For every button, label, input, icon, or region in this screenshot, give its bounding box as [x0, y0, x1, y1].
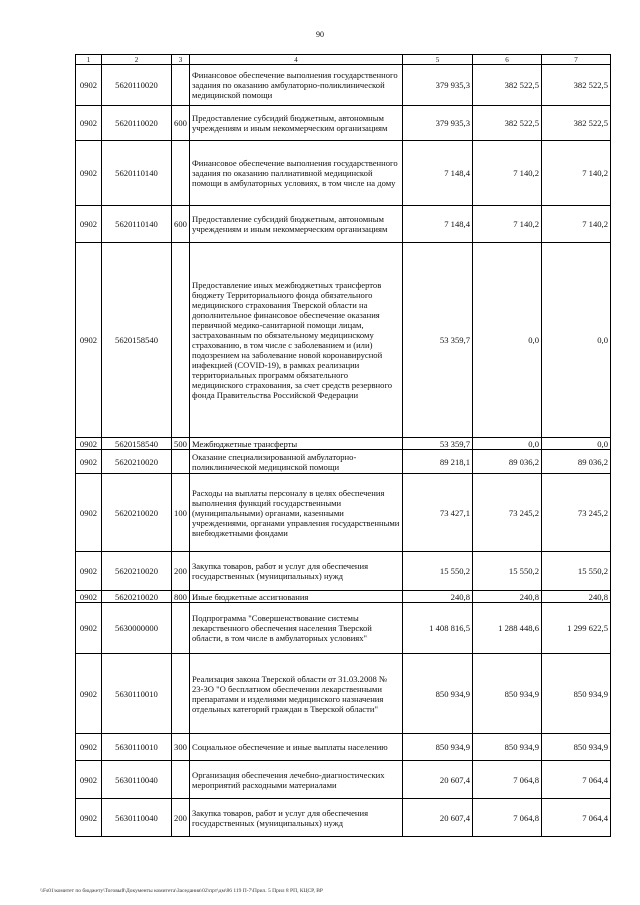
value-col5: 240,8 [403, 591, 473, 603]
description-cell: Межбюджетные трансферты [190, 438, 403, 450]
type-cell: 300 [172, 734, 190, 761]
section-cell: 0902 [76, 799, 102, 837]
code-cell: 5620210020 [102, 450, 172, 474]
type-cell: 600 [172, 206, 190, 243]
section-cell: 0902 [76, 474, 102, 552]
description-cell: Предоставление субсидий бюджетным, автономным учреждениям и иным некоммерческим организациям [190, 106, 403, 141]
table-row [76, 761, 611, 799]
code-cell: 5620110140 [102, 206, 172, 243]
description-cell: Реализация закона Тверской области от 31.03.2008 № 23-ЗО "О бесплатном обеспечении лекарственными препаратами и изделиями медицинского назначения отдельных категорий граждан в Тверской области" [190, 654, 403, 734]
type-cell [172, 65, 190, 106]
value-col6: 0,0 [473, 438, 542, 450]
description-cell: Расходы на выплаты персоналу в целях обеспечения выполнения функций государственными (муниципальными) органами, казенными учреждениями, органами управления государственными внебюджетными фондами [190, 474, 403, 552]
type-cell: 800 [172, 591, 190, 603]
value-col7: 7 140,2 [542, 141, 611, 206]
value-col5: 850 934,9 [403, 734, 473, 761]
code-cell: 5630110040 [102, 799, 172, 837]
col-header: 6 [473, 55, 542, 65]
table-row [76, 106, 611, 141]
value-col6: 850 934,9 [473, 734, 542, 761]
value-col7: 382 522,5 [542, 65, 611, 106]
col-header: 5 [403, 55, 473, 65]
value-col7: 7 140,2 [542, 206, 611, 243]
value-col7: 0,0 [542, 243, 611, 438]
table-row [76, 65, 611, 106]
value-col5: 1 408 816,5 [403, 603, 473, 654]
type-cell [172, 654, 190, 734]
table-row [76, 243, 611, 438]
section-cell: 0902 [76, 734, 102, 761]
col-header: 2 [102, 55, 172, 65]
code-cell: 5630110010 [102, 734, 172, 761]
table-row [76, 552, 611, 591]
type-cell [172, 141, 190, 206]
type-cell [172, 450, 190, 474]
section-cell: 0902 [76, 141, 102, 206]
section-cell: 0902 [76, 450, 102, 474]
value-col7: 382 522,5 [542, 106, 611, 141]
value-col5: 20 607,4 [403, 761, 473, 799]
section-cell: 0902 [76, 206, 102, 243]
value-col6: 15 550,2 [473, 552, 542, 591]
value-col6: 7 064,8 [473, 761, 542, 799]
value-col6: 7 140,2 [473, 141, 542, 206]
value-col5: 379 935,3 [403, 65, 473, 106]
code-cell: 5620210020 [102, 591, 172, 603]
value-col7: 73 245,2 [542, 474, 611, 552]
type-cell: 200 [172, 552, 190, 591]
value-col6: 73 245,2 [473, 474, 542, 552]
value-col7: 1 299 622,5 [542, 603, 611, 654]
description-cell: Подпрограмма "Совершенствование системы лекарственного обеспечения населения Тверской области, в том числе в амбулаторных условиях" [190, 603, 403, 654]
value-col6: 850 934,9 [473, 654, 542, 734]
type-cell: 500 [172, 438, 190, 450]
code-cell: 5620110020 [102, 106, 172, 141]
value-col6: 240,8 [473, 591, 542, 603]
description-cell: Предоставление иных межбюджетных трансфертов бюджету Территориального фонда обязательного медицинского страхования Тверской области на дополнительное финансовое обеспечение оказания первичной медико-санитарной помощи лицам, застрахованным по обязательному медицинскому страхованию, в том числе с заболеванием и (или) подозрением на заболевание новой коронавирусной инфекцией (COVID-19), в рамках реализации территориальных программ обязательного медицинского страхования, за счет средств резервного фонда Правительства Российской Федерации [190, 243, 403, 438]
section-cell: 0902 [76, 106, 102, 141]
table-row [76, 474, 611, 552]
type-cell: 200 [172, 799, 190, 837]
type-cell: 600 [172, 106, 190, 141]
value-col7: 240,8 [542, 591, 611, 603]
table-row [76, 734, 611, 761]
code-cell: 5620158540 [102, 438, 172, 450]
col-header: 1 [76, 55, 102, 65]
code-cell: 5630110010 [102, 654, 172, 734]
description-cell: Закупка товаров, работ и услуг для обеспечения государственных (муниципальных) нужд [190, 799, 403, 837]
value-col7: 0,0 [542, 438, 611, 450]
col-header: 3 [172, 55, 190, 65]
type-cell [172, 603, 190, 654]
section-cell: 0902 [76, 761, 102, 799]
value-col6: 1 288 448,6 [473, 603, 542, 654]
table-row [76, 799, 611, 837]
value-col6: 0,0 [473, 243, 542, 438]
col-header: 7 [542, 55, 611, 65]
table-row [76, 654, 611, 734]
section-cell: 0902 [76, 591, 102, 603]
value-col7: 89 036,2 [542, 450, 611, 474]
value-col5: 7 148,4 [403, 206, 473, 243]
value-col5: 7 148,4 [403, 141, 473, 206]
type-cell: 100 [172, 474, 190, 552]
description-cell: Финансовое обеспечение выполнения государственного задания по оказанию паллиативной медицинской помощи в амбулаторных условиях, в том числе на дому [190, 141, 403, 206]
description-cell: Оказание специализированной амбулаторно-поликлинической медицинской помощи [190, 450, 403, 474]
section-cell: 0902 [76, 65, 102, 106]
value-col6: 7 140,2 [473, 206, 542, 243]
value-col5: 53 359,7 [403, 438, 473, 450]
section-cell: 0902 [76, 654, 102, 734]
section-cell: 0902 [76, 243, 102, 438]
table-row [76, 591, 611, 603]
description-cell: Финансовое обеспечение выполнения государственного задания по оказанию амбулаторно-поликлинической медицинской помощи [190, 65, 403, 106]
value-col6: 7 064,8 [473, 799, 542, 837]
table-row [76, 603, 611, 654]
description-cell: Организация обеспечения лечебно-диагностических мероприятий расходными материалами [190, 761, 403, 799]
value-col7: 7 064,4 [542, 761, 611, 799]
table-row [76, 141, 611, 206]
value-col5: 20 607,4 [403, 799, 473, 837]
value-col6: 382 522,5 [473, 65, 542, 106]
col-header: 4 [190, 55, 403, 65]
table-row [76, 450, 611, 474]
code-cell: 5620110020 [102, 65, 172, 106]
file-path-footer: \\Fs01\комитет по бюджету\Тоговый\Документы комитета\Заседания\02\прт\дм\86 119 П-7\Прил. 5 Прил 8 РП, КЦСР, ВР [40, 888, 323, 894]
code-cell: 5630110040 [102, 761, 172, 799]
value-col7: 850 934,9 [542, 654, 611, 734]
section-cell: 0902 [76, 552, 102, 591]
description-cell: Иные бюджетные ассигнования [190, 591, 403, 603]
type-cell [172, 243, 190, 438]
value-col5: 53 359,7 [403, 243, 473, 438]
code-cell: 5620158540 [102, 243, 172, 438]
budget-table [75, 54, 611, 837]
code-cell: 5620110140 [102, 141, 172, 206]
section-cell: 0902 [76, 438, 102, 450]
value-col7: 7 064,4 [542, 799, 611, 837]
code-cell: 5630000000 [102, 603, 172, 654]
value-col5: 379 935,3 [403, 106, 473, 141]
column-number-row [76, 55, 611, 65]
description-cell: Закупка товаров, работ и услуг для обеспечения государственных (муниципальных) нужд [190, 552, 403, 591]
type-cell [172, 761, 190, 799]
table-row [76, 438, 611, 450]
value-col6: 382 522,5 [473, 106, 542, 141]
value-col7: 850 934,9 [542, 734, 611, 761]
value-col6: 89 036,2 [473, 450, 542, 474]
value-col7: 15 550,2 [542, 552, 611, 591]
value-col5: 89 218,1 [403, 450, 473, 474]
code-cell: 5620210020 [102, 474, 172, 552]
value-col5: 73 427,1 [403, 474, 473, 552]
page-number: 90 [316, 30, 324, 39]
table-row [76, 206, 611, 243]
section-cell: 0902 [76, 603, 102, 654]
value-col5: 850 934,9 [403, 654, 473, 734]
description-cell: Социальное обеспечение и иные выплаты населению [190, 734, 403, 761]
value-col5: 15 550,2 [403, 552, 473, 591]
code-cell: 5620210020 [102, 552, 172, 591]
description-cell: Предоставление субсидий бюджетным, автономным учреждениям и иным некоммерческим организациям [190, 206, 403, 243]
